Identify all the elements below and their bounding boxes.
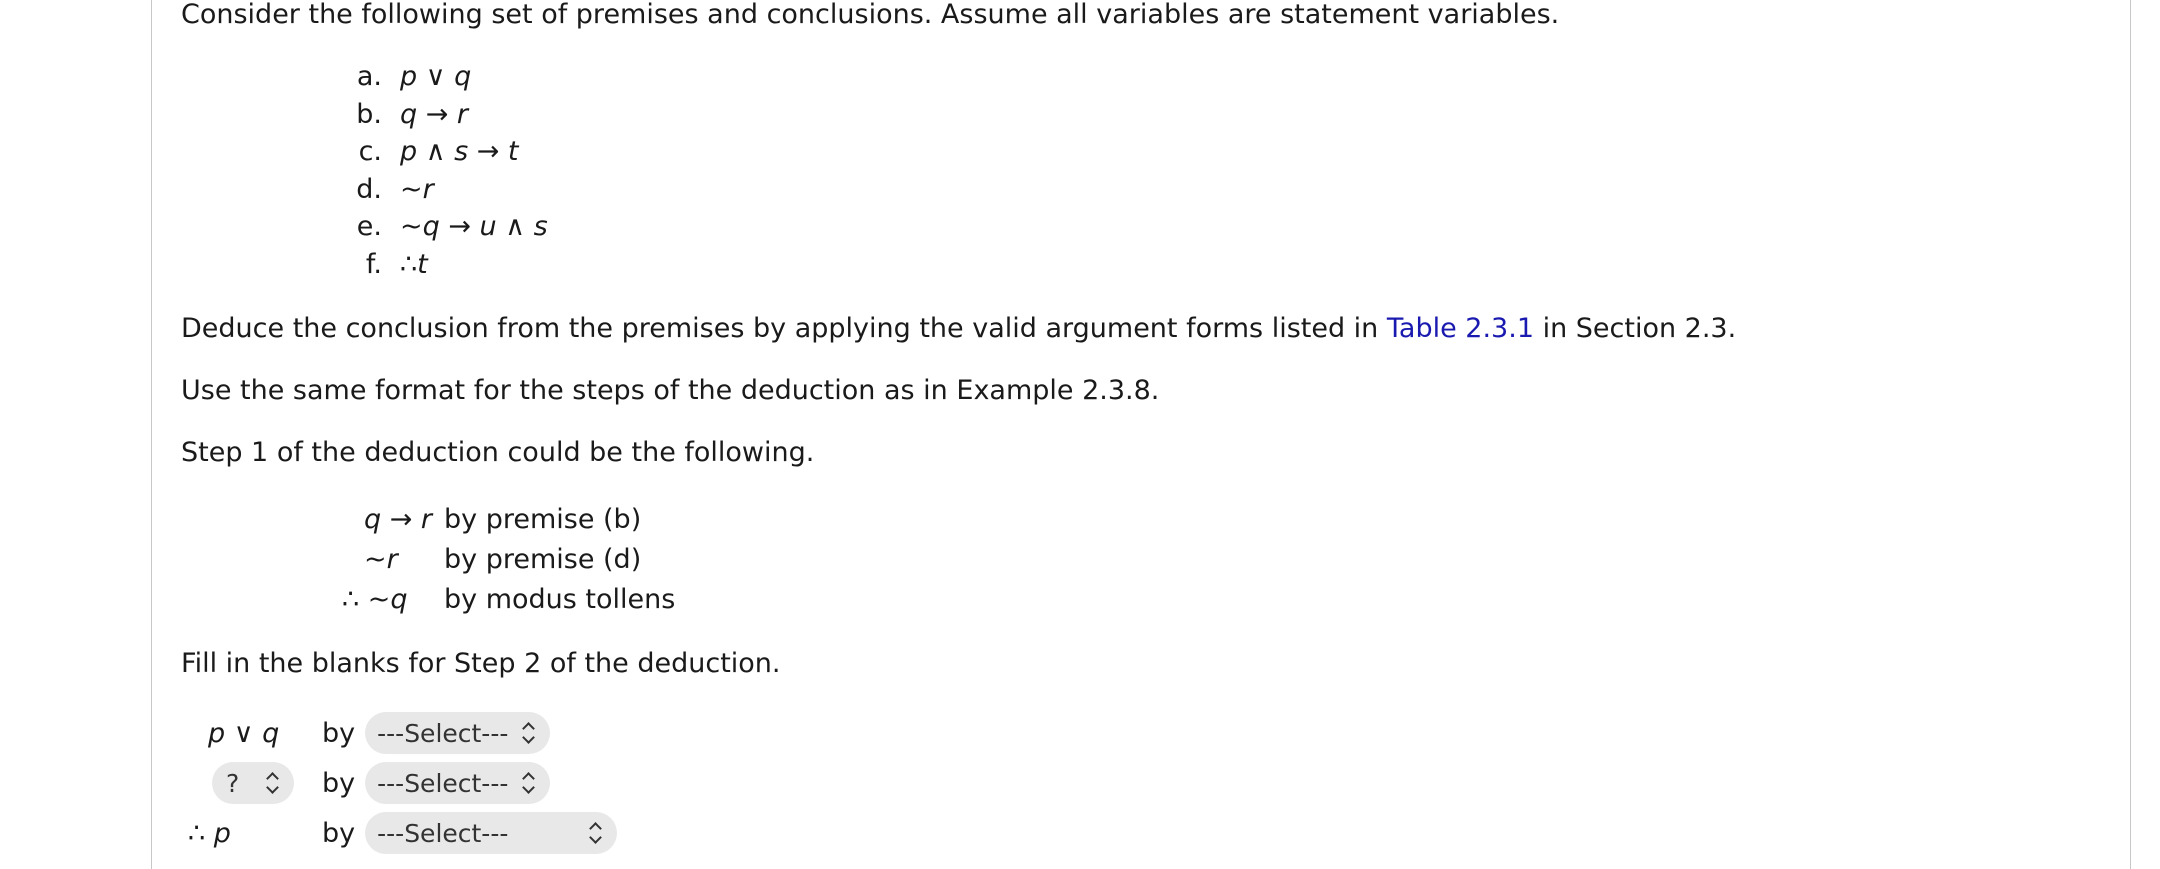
premise-list: [340, 58, 548, 284]
premise-expr: ~r: [400, 173, 434, 205]
deduce-instruction: [181, 312, 1736, 346]
chevron-up-down-icon: [522, 772, 536, 794]
premise-item: [340, 58, 548, 96]
premise-label: e.: [356, 211, 382, 243]
select-value: ?: [226, 768, 240, 798]
conclusion-expr: ∴t: [400, 248, 428, 280]
premise-expr: p ∨ q: [400, 61, 472, 92]
select-value: ---Select---: [377, 818, 509, 848]
chevron-up-down-icon: [266, 772, 280, 794]
step2-expr: p ∨ q: [208, 717, 280, 749]
by-label: by: [322, 767, 356, 799]
format-note: Use the same format for the steps of the deduction as in Example 2.3.8.: [181, 375, 1160, 406]
step1-conclusion: ∴ ~q: [342, 584, 408, 615]
intro-text: Consider the following set of premises and conclusions. Assume all variables are statement variables.: [181, 0, 1560, 30]
step2-row-3-reason: [322, 811, 617, 855]
step2-expr-select[interactable]: [212, 762, 294, 804]
select-value: ---Select---: [377, 718, 509, 748]
step1-expr: q → r: [364, 504, 433, 535]
premise-item: [340, 246, 548, 284]
chevron-up-down-icon: [589, 822, 603, 844]
premise-item: [340, 171, 548, 209]
premise-item: [340, 208, 548, 246]
chevron-up-down-icon: [522, 722, 536, 744]
step1-row: [340, 540, 675, 580]
step2-reason-select-3[interactable]: [365, 812, 617, 854]
step2-row-1-expr: [208, 711, 279, 755]
step2-conclusion: ∴ p: [188, 817, 231, 849]
premise-label: f.: [365, 248, 382, 280]
step1-row: [340, 500, 675, 540]
premise-item: [340, 133, 548, 171]
step2-row-3-expr: [188, 811, 231, 855]
deduce-text-before: Deduce the conclusion from the premises by applying the valid argument forms listed in: [181, 313, 1387, 344]
premise-label: c.: [358, 136, 382, 168]
premise-item: [340, 96, 548, 134]
left-border: [151, 0, 152, 869]
premise-label: b.: [356, 98, 382, 130]
step2-row-2-expr: [212, 761, 294, 805]
step1-reason: by premise (d): [444, 544, 642, 575]
step1-row: [340, 580, 675, 620]
step1-deduction: [340, 500, 675, 620]
step1-intro: Step 1 of the deduction could be the following.: [181, 437, 815, 468]
premise-expr: q → r: [400, 98, 469, 130]
fill-instruction: Fill in the blanks for Step 2 of the deduction.: [181, 648, 781, 679]
premise-expr: ~q → u ∧ s: [400, 211, 548, 243]
premise-expr: p ∧ s → t: [400, 136, 519, 168]
step1-reason: by modus tollens: [444, 584, 676, 615]
select-value: ---Select---: [377, 768, 509, 798]
step1-expr: ~r: [364, 544, 398, 575]
step2-reason-select-2[interactable]: [365, 762, 550, 804]
by-label: by: [322, 817, 356, 849]
deduce-text-after: in Section 2.3.: [1534, 313, 1737, 344]
step2-row-2-reason: [322, 761, 550, 805]
table-2-3-1-link[interactable]: Table 2.3.1: [1386, 313, 1534, 344]
step1-reason: by premise (b): [444, 504, 642, 535]
premise-label: a.: [356, 61, 382, 92]
premise-label: d.: [356, 173, 382, 205]
by-label: by: [322, 717, 356, 749]
step2-row-1-reason: [322, 711, 550, 755]
step2-reason-select-1[interactable]: [365, 712, 550, 754]
right-border: [2130, 0, 2131, 869]
